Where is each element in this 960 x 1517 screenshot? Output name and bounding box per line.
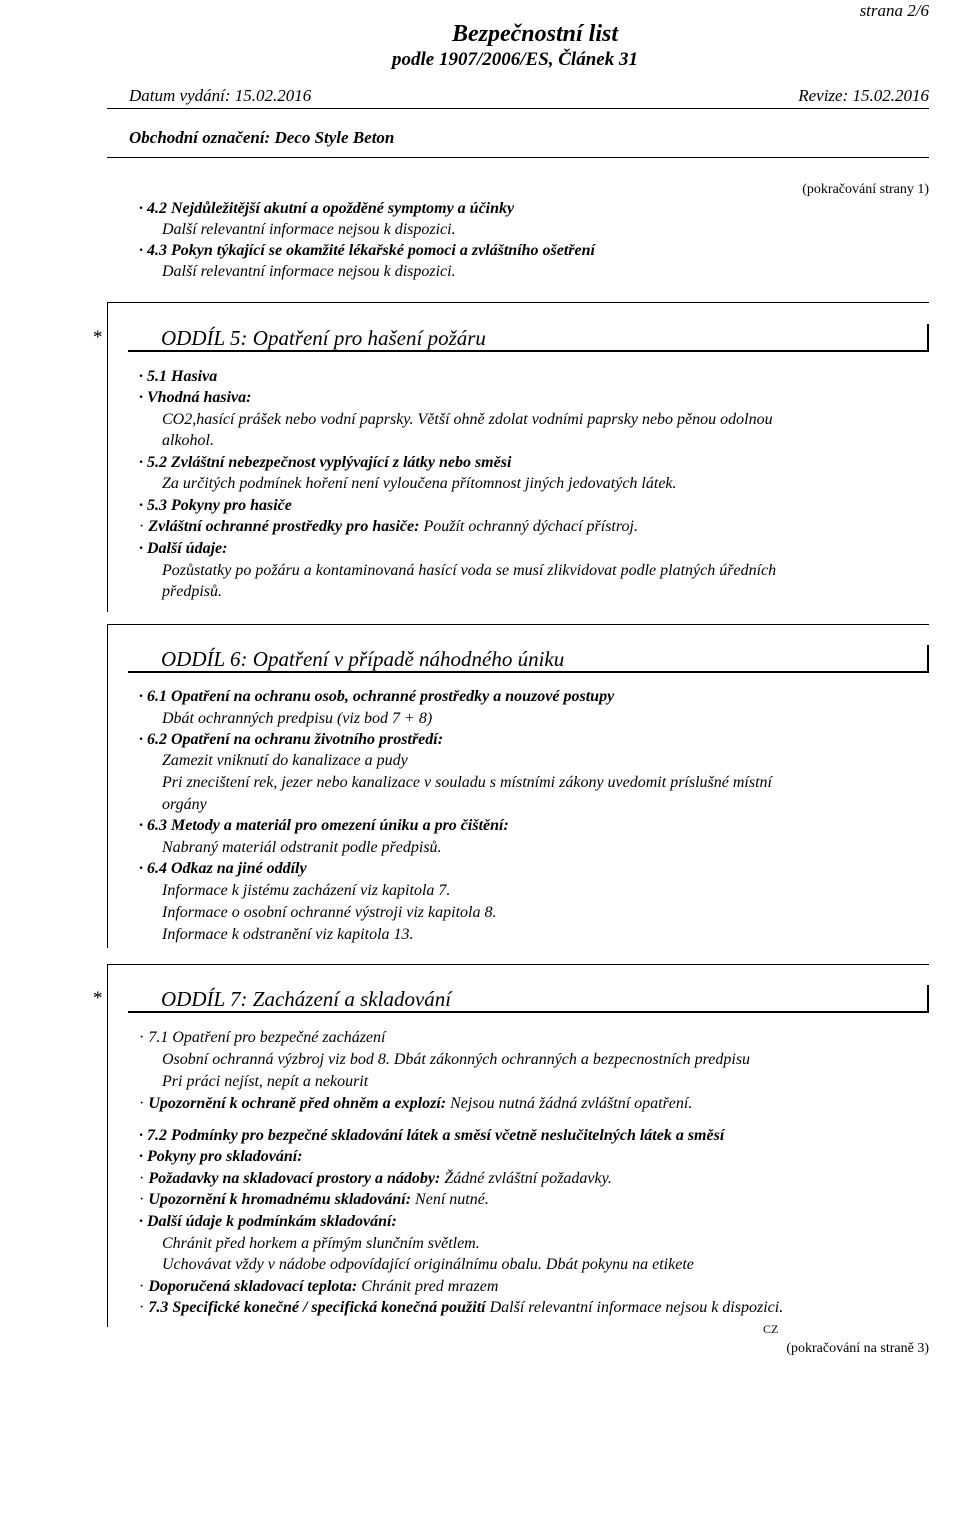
storage-further-line-2: Uchovávat vždy v nádobe odpovídající originálnímu obalu. Dbát pokynu na etikete xyxy=(162,1256,694,1273)
suitable-media-label: · Vhodná hasiva: xyxy=(139,389,252,406)
section-5-2-title: · 5.2 Zvláštní nebezpečnost vyplývající z látky nebo směsi xyxy=(139,454,512,471)
section-6-2-title: · 6.2 Opatření na ochranu životního prostředí: xyxy=(139,731,444,748)
storage-further-line-1: Chránit před horkem a přímým slunčním světlem. xyxy=(162,1235,480,1252)
section-5-1-title: · 5.1 Hasiva xyxy=(139,368,218,385)
section-5-top-rule xyxy=(107,302,929,303)
language-code: CZ xyxy=(763,1322,779,1336)
section-4-3-title: · 4.3 Pokyn týkající se okamžité lékařské pomoci a zvláštního ošetření xyxy=(139,242,595,259)
section-6-3-title: · 6.3 Metody a materiál pro omezení úniku a pro čištění: xyxy=(139,817,509,834)
section-6-4-title: · 6.4 Odkaz na jiné oddíly xyxy=(139,860,307,877)
section-6-1-text: Dbát ochranných predpisu (viz bod 7 + 8) xyxy=(162,710,433,727)
section-7-3: · 7.3 Specifické konečné / specifická konečná použití Další relevantní informace nejsou k dispozici. xyxy=(139,1299,784,1316)
further-info-label: · Další údaje: xyxy=(139,540,228,557)
section-6-left-rule xyxy=(107,624,108,948)
revision-star: * xyxy=(93,988,103,1009)
section-6-top-rule xyxy=(107,624,929,625)
continued-from: (pokračování strany 1) xyxy=(802,182,929,197)
section-6-2-line-2: Pri znecištení rek, jezer nebo kanalizace v souladu s místními zákony uvedomit príslušné místní xyxy=(162,774,772,791)
section-6-2-line-3: orgány xyxy=(162,796,207,813)
section-7-heading: ODDÍL 7: Zacházení a skladování xyxy=(161,987,452,1011)
section-5-heading: ODDÍL 5: Opatření pro hašení požáru xyxy=(161,326,486,350)
section-7-top-rule xyxy=(107,964,929,965)
section-7-1-line-2: Pri práci nejíst, nepít a nekourit xyxy=(162,1073,369,1090)
section-6-2-line-1: Zamezit vniknutí do kanalizace a pudy xyxy=(162,752,408,769)
document-title: Bezpečnostní list xyxy=(451,21,619,47)
regulation-reference: podle 1907/2006/ES, Článek 31 xyxy=(392,49,638,70)
suitable-media-line-2: alkohol. xyxy=(162,432,214,449)
trade-name: Obchodní označení: Deco Style Beton xyxy=(129,128,395,147)
section-6-4-line-1: Informace k jistému zacházení viz kapitola 7. xyxy=(162,882,451,899)
section-4-3-text: Další relevantní informace nejsou k dispozici. xyxy=(162,263,456,280)
revision-date: Revize: 15.02.2016 xyxy=(798,86,929,105)
section-5-3-title: · 5.3 Pokyny pro hasiče xyxy=(139,497,292,514)
storage-temperature: · Doporučená skladovací teplota: Chránit pred mrazem xyxy=(139,1278,499,1295)
page-number: strana 2/6 xyxy=(859,1,929,20)
fire-explosion-protection: · Upozornění k ochraně před ohněm a explozí: Nejsou nutná žádná zvláštní opatření. xyxy=(139,1095,693,1112)
storage-requirements: · Požadavky na skladovací prostory a nádoby: Žádné zvláštní požadavky. xyxy=(139,1170,612,1187)
section-7-2-title: · 7.2 Podmínky pro bezpečné skladování látek a směsí včetně neslučitelných látek a směsí xyxy=(139,1127,725,1144)
further-info-line-2: předpisů. xyxy=(162,583,222,600)
section-4-2-title: · 4.2 Nejdůležitější akutní a opožděné symptomy a účinky xyxy=(139,200,515,217)
section-6-4-line-2: Informace o osobní ochranné výstroji viz kapitola 8. xyxy=(162,904,497,921)
joint-storage: · Upozornění k hromadnému skladování: Není nutné. xyxy=(139,1191,489,1208)
section-5-left-rule xyxy=(107,302,108,612)
issue-date: Datum vydání: 15.02.2016 xyxy=(129,86,312,105)
further-info-line-1: Pozůstatky po požáru a kontaminovaná hasící voda se musí zlikvidovat podle platných úředních xyxy=(162,562,777,579)
section-6-4-line-3: Informace k odstranění viz kapitola 13. xyxy=(162,926,414,943)
revision-star: * xyxy=(93,327,103,348)
continued-on: (pokračování na straně 3) xyxy=(786,1341,929,1356)
header-rule xyxy=(107,108,929,109)
section-5-heading-bar xyxy=(128,324,929,352)
section-4-2-text: Další relevantní informace nejsou k dispozici. xyxy=(162,221,456,238)
section-7-heading-bar xyxy=(128,985,929,1013)
section-7-1-line-1: Osobní ochranná výzbroj viz bod 8. Dbát zákonných ochranných a bezpecnostních predpisu xyxy=(162,1051,751,1068)
suitable-media-line-1: CO2,hasící prášek nebo vodní paprsky. Větší ohně zdolat vodními paprsky nebo pěnou odolnou xyxy=(162,411,773,428)
section-6-1-title: · 6.1 Opatření na ochranu osob, ochranné prostředky a nouzové postupy xyxy=(139,688,615,705)
section-7-1-title: · 7.1 Opatření pro bezpečné zacházení xyxy=(139,1029,386,1046)
storage-further-label: · Další údaje k podmínkám skladování: xyxy=(139,1213,397,1230)
firefighter-ppe: · Zvláštní ochranné prostředky pro hasiče: Použít ochranný dýchací přístroj. xyxy=(139,518,638,535)
section-6-heading-bar xyxy=(128,645,929,673)
section-6-3-text: Nabraný materiál odstranit podle předpisů. xyxy=(162,839,442,856)
storage-label: · Pokyny pro skladování: xyxy=(139,1148,303,1165)
section-6-heading: ODDÍL 6: Opatření v případě náhodného úniku xyxy=(161,647,565,671)
section-5-2-text: Za určitých podmínek hoření není vyloučena přítomnost jiných jedovatých látek. xyxy=(162,475,677,492)
header-bottom-rule xyxy=(107,157,929,158)
section-7-left-rule xyxy=(107,964,108,1327)
